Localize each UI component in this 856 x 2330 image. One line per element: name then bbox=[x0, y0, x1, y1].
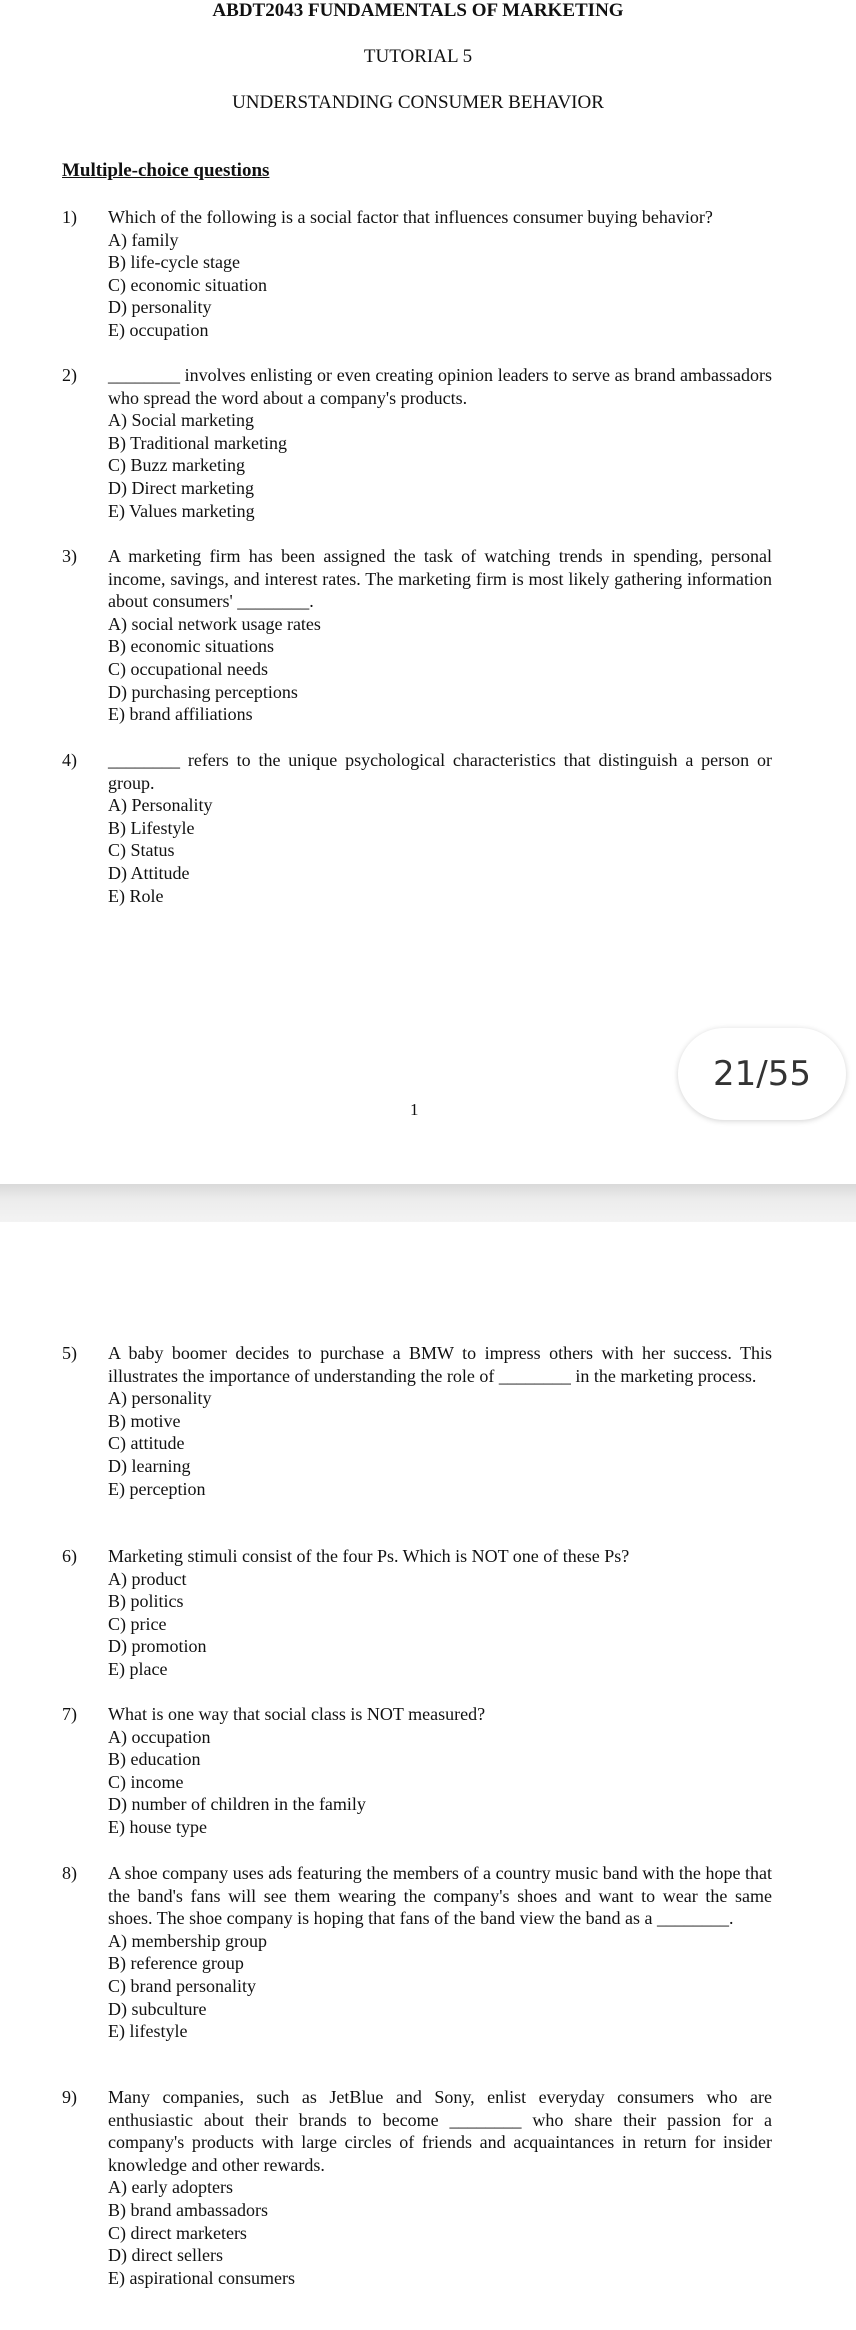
answer-option: E) Role bbox=[108, 885, 164, 906]
answer-option: E) house type bbox=[108, 1816, 207, 1837]
answer-option: A) personality bbox=[108, 1388, 212, 1409]
answer-option: E) Values marketing bbox=[108, 500, 255, 521]
question-3 bbox=[62, 545, 772, 726]
question-6 bbox=[62, 1545, 772, 1681]
answer-option: C) occupational needs bbox=[108, 658, 268, 679]
question-number: 3) bbox=[62, 546, 77, 566]
answer-option: B) politics bbox=[108, 1591, 184, 1612]
question-2 bbox=[62, 364, 772, 522]
answer-option: C) income bbox=[108, 1771, 184, 1792]
question-stem: What is one way that social class is NOT measured? bbox=[108, 1704, 486, 1724]
answer-option: B) motive bbox=[108, 1410, 181, 1431]
document-page-2 bbox=[0, 1222, 856, 2330]
answer-option: E) place bbox=[108, 1658, 168, 1679]
question-7 bbox=[62, 1703, 772, 1839]
question-stem: ________ involves enlisting or even creating opinion leaders to serve as brand ambassadors who spread the word about a company's products. bbox=[108, 365, 772, 408]
page-separator bbox=[0, 1184, 856, 1222]
answer-option: A) Social marketing bbox=[108, 410, 254, 431]
answer-option: D) purchasing perceptions bbox=[108, 681, 298, 702]
question-number: 7) bbox=[62, 1704, 77, 1724]
answer-option: D) Attitude bbox=[108, 862, 190, 883]
answer-option: D) personality bbox=[108, 297, 212, 318]
answer-option: D) number of children in the family bbox=[108, 1794, 366, 1815]
answer-option: E) lifestyle bbox=[108, 2021, 188, 2042]
question-4 bbox=[62, 749, 772, 907]
answer-option: B) life-cycle stage bbox=[108, 252, 240, 273]
question-number: 5) bbox=[62, 1343, 77, 1363]
question-number: 2) bbox=[62, 365, 77, 385]
answer-option: B) education bbox=[108, 1749, 201, 1770]
question-number: 9) bbox=[62, 2087, 77, 2107]
answer-option: D) direct sellers bbox=[108, 2245, 223, 2266]
answer-option: A) early adopters bbox=[108, 2177, 233, 2198]
answer-option: A) membership group bbox=[108, 1930, 267, 1951]
course-title: ABDT2043 FUNDAMENTALS OF MARKETING bbox=[212, 0, 624, 21]
answer-option: E) perception bbox=[108, 1478, 206, 1499]
answer-option: D) promotion bbox=[108, 1636, 207, 1657]
question-number: 1) bbox=[62, 207, 77, 227]
answer-option: B) Lifestyle bbox=[108, 817, 195, 838]
question-1 bbox=[62, 206, 772, 342]
answer-option: B) brand ambassadors bbox=[108, 2199, 268, 2220]
answer-option: D) subculture bbox=[108, 1998, 207, 2019]
question-stem: Which of the following is a social factor that influences consumer buying behavior? bbox=[108, 207, 713, 227]
answer-option: D) learning bbox=[108, 1455, 191, 1476]
answer-option: C) direct marketers bbox=[108, 2222, 247, 2243]
page-number: 1 bbox=[410, 1100, 419, 1119]
answer-option: A) occupation bbox=[108, 1726, 211, 1747]
answer-option: B) economic situations bbox=[108, 636, 274, 657]
answer-option: C) attitude bbox=[108, 1433, 185, 1454]
section-title: Multiple-choice questions bbox=[62, 160, 270, 181]
answer-option: A) product bbox=[108, 1568, 187, 1589]
question-stem: Marketing stimuli consist of the four Ps. Which is NOT one of these Ps? bbox=[108, 1546, 630, 1566]
question-8 bbox=[62, 1862, 772, 2043]
answer-option: A) social network usage rates bbox=[108, 613, 321, 634]
topic-title: UNDERSTANDING CONSUMER BEHAVIOR bbox=[232, 92, 604, 113]
answer-option: E) occupation bbox=[108, 319, 209, 340]
answer-option: A) family bbox=[108, 229, 179, 250]
question-5 bbox=[62, 1342, 772, 1500]
answer-option: E) brand affiliations bbox=[108, 704, 253, 725]
answer-option: C) economic situation bbox=[108, 274, 267, 295]
question-9 bbox=[62, 2086, 772, 2289]
answer-option: B) Traditional marketing bbox=[108, 432, 287, 453]
answer-option: D) Direct marketing bbox=[108, 477, 254, 498]
question-stem: A baby boomer decides to purchase a BMW to impress others with her success. This illustrates the importance of understanding the role of ________ in the marketing process. bbox=[108, 1343, 772, 1386]
answer-option: E) aspirational consumers bbox=[108, 2267, 295, 2288]
answer-option: B) reference group bbox=[108, 1953, 244, 1974]
answer-option: C) price bbox=[108, 1613, 167, 1634]
question-number: 6) bbox=[62, 1546, 77, 1566]
answer-option: C) Buzz marketing bbox=[108, 455, 245, 476]
page-counter-badge: 21/55 bbox=[678, 1028, 846, 1120]
question-stem: Many companies, such as JetBlue and Sony, enlist everyday consumers who are enthusiastic about their brands to become ________ who share their passion for a company's products with large circles of friends and acquaintances in return for insider knowledge and other rewards. bbox=[108, 2087, 772, 2175]
question-stem: ________ refers to the unique psychological characteristics that distinguish a person or group. bbox=[108, 750, 772, 793]
answer-option: C) Status bbox=[108, 840, 175, 861]
question-number: 8) bbox=[62, 1863, 77, 1883]
answer-option: C) brand personality bbox=[108, 1975, 256, 1996]
question-stem: A marketing firm has been assigned the task of watching trends in spending, personal income, savings, and interest rates. The marketing firm is most likely gathering information about consumers' ________. bbox=[108, 546, 772, 612]
question-stem: A shoe company uses ads featuring the members of a country music band with the hope that the band's fans will see them wearing the company's shoes and want to wear the same shoes. The shoe company is hoping that fans of the band view the band as a ________. bbox=[108, 1863, 772, 1929]
answer-option: A) Personality bbox=[108, 795, 213, 816]
question-number: 4) bbox=[62, 750, 77, 770]
tutorial-title: TUTORIAL 5 bbox=[363, 46, 473, 67]
